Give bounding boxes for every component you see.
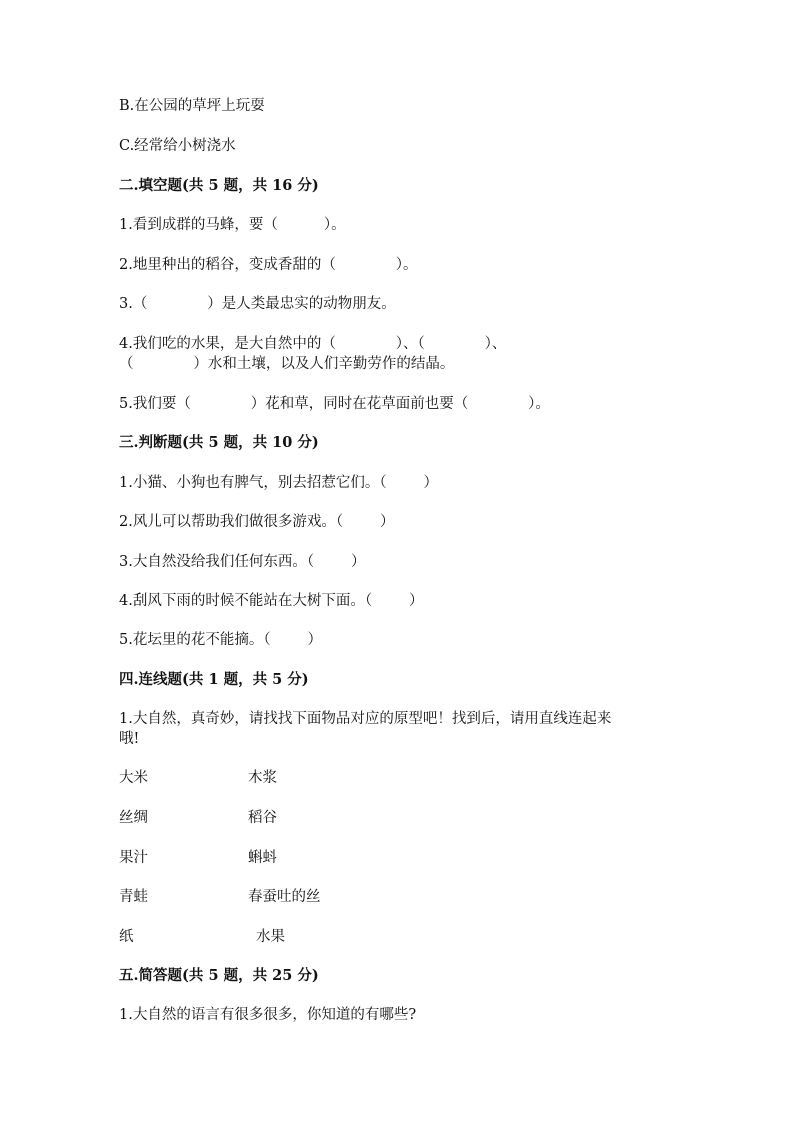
short-answer-question-1: 1.大自然的语言有很多很多，你知道的有哪些? bbox=[119, 1007, 417, 1023]
true-false-question-3: 3.大自然没给我们任何东西。（ ） bbox=[119, 554, 366, 570]
matching-right-item: 春蚕吐的丝 bbox=[248, 889, 321, 905]
true-false-question-5: 5.花坛里的花不能摘。（ ） bbox=[119, 632, 322, 648]
matching-left-item: 纸 bbox=[119, 929, 134, 945]
fill-in-question-5: 5.我们要（ ）花和草，同时在花草面前也要（ ）。 bbox=[119, 396, 550, 412]
matching-right-item: 水果 bbox=[256, 929, 285, 945]
fill-in-question-4-line-1: 4.我们吃的水果，是大自然中的（ ）、（ ）、 bbox=[119, 336, 507, 352]
section-heading-true-false: 三.判断题(共 5 题，共 10 分) bbox=[119, 434, 319, 451]
matching-left-item: 青蛙 bbox=[119, 889, 148, 905]
matching-right-item: 蝌蚪 bbox=[248, 850, 277, 866]
matching-left-item: 大米 bbox=[119, 770, 148, 786]
matching-question-1-line-1: 1.大自然，真奇妙，请找找下面物品对应的原型吧！找到后，请用直线连起来 bbox=[119, 711, 612, 727]
true-false-question-1: 1.小猫、小狗也有脾气，别去招惹它们。（ ） bbox=[119, 475, 438, 491]
matching-left-item: 丝绸 bbox=[119, 810, 148, 826]
section-heading-short-answer: 五.简答题(共 5 题，共 25 分) bbox=[119, 967, 319, 984]
matching-right-item: 木浆 bbox=[248, 770, 277, 786]
option-c: C.经常给小树浇水 bbox=[119, 138, 236, 154]
option-b: B.在公园的草坪上玩耍 bbox=[119, 98, 265, 114]
matching-right-item: 稻谷 bbox=[248, 810, 277, 826]
matching-question-1-line-2: 哦! bbox=[119, 731, 140, 747]
section-heading-matching: 四.连线题(共 1 题，共 5 分) bbox=[119, 671, 309, 688]
fill-in-question-2: 2.地里种出的稻谷，变成香甜的（ ）。 bbox=[119, 257, 418, 273]
matching-left-item: 果汁 bbox=[119, 850, 148, 866]
fill-in-question-3: 3.（ ）是人类最忠实的动物朋友。 bbox=[119, 296, 396, 312]
fill-in-question-1: 1.看到成群的马蜂，要（ ）。 bbox=[119, 217, 346, 233]
fill-in-question-4-line-2: （ ）水和土壤，以及人们辛勤劳作的结晶。 bbox=[119, 356, 455, 372]
section-heading-fill-in: 二.填空题(共 5 题，共 16 分) bbox=[119, 177, 319, 194]
true-false-question-4: 4.刮风下雨的时候不能站在大树下面。（ ） bbox=[119, 593, 424, 609]
true-false-question-2: 2.风儿可以帮助我们做很多游戏。（ ） bbox=[119, 514, 395, 530]
